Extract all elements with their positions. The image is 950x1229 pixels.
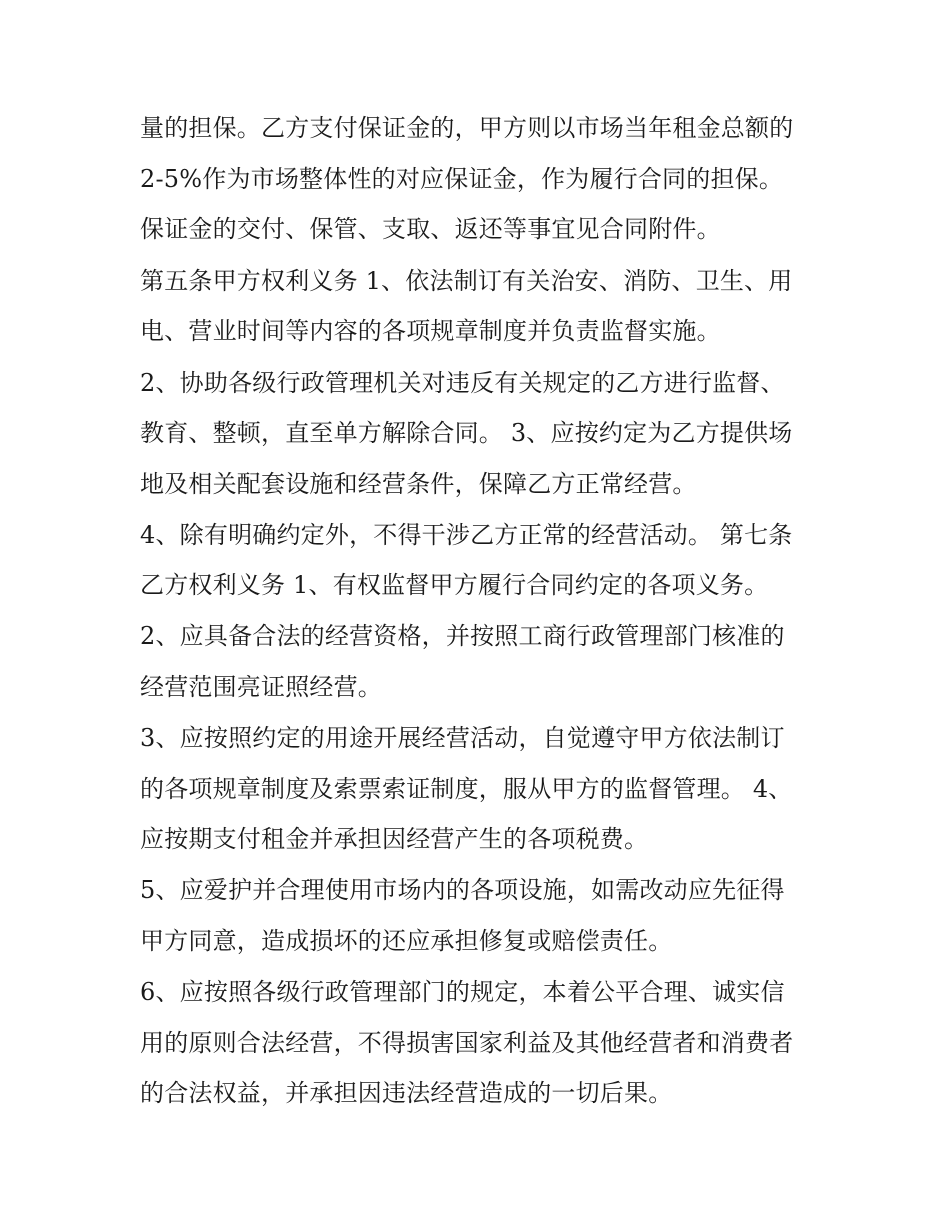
text-line: 2、协助各级行政管理机关对违反有关规定的乙方进行监督、 (140, 369, 785, 397)
text-line: 乙方权利义务 1、有权监督甲方履行合同约定的各项义务。 (140, 571, 769, 599)
text-line: 3、应按照约定的用途开展经营活动，自觉遵守甲方依法制订 (140, 724, 785, 752)
text-line: 的各项规章制度及索票索证制度，服从甲方的监督管理。 4、 (140, 775, 793, 803)
text-line: 保证金的交付、保管、支取、返还等事宜见合同附件。 (140, 215, 721, 243)
text-line: 用的原则合法经营，不得损害国家利益及其他经营者和消费者 (140, 1029, 794, 1057)
text-line: 地及相关配套设施和经营条件，保障乙方正常经营。 (140, 470, 697, 498)
text-line: 教育、整顿，直至单方解除合同。 3、应按约定为乙方提供场 (140, 419, 793, 447)
text-line: 的合法权益，并承担因违法经营造成的一切后果。 (140, 1079, 673, 1107)
text-line: 电、营业时间等内容的各项规章制度并负责监督实施。 (140, 317, 721, 345)
text-line: 5、应爱护并合理使用市场内的各项设施，如需改动应先征得 (140, 876, 785, 904)
text-line: 甲方同意，造成损坏的还应承担修复或赔偿责任。 (140, 927, 673, 955)
text-line: 2、应具备合法的经营资格，并按照工商行政管理部门核准的 (140, 622, 785, 650)
text-line: 2-5%作为市场整体性的对应保证金，作为履行合同的担保。 (140, 165, 784, 193)
text-line: 应按期支付租金并承担因经营产生的各项税费。 (140, 825, 649, 853)
text-line: 6、应按照各级行政管理部门的规定，本着公平合理、诚实信 (140, 978, 785, 1006)
text-line: 经营范围亮证照经营。 (140, 673, 382, 701)
text-line: 4、除有明确约定外，不得干涉乙方正常的经营活动。 第七条 (140, 521, 793, 549)
text-line: 第五条甲方权利义务 1、依法制订有关治安、消防、卫生、用 (140, 267, 793, 295)
text-line: 量的担保。乙方支付保证金的，甲方则以市场当年租金总额的 (140, 114, 794, 142)
